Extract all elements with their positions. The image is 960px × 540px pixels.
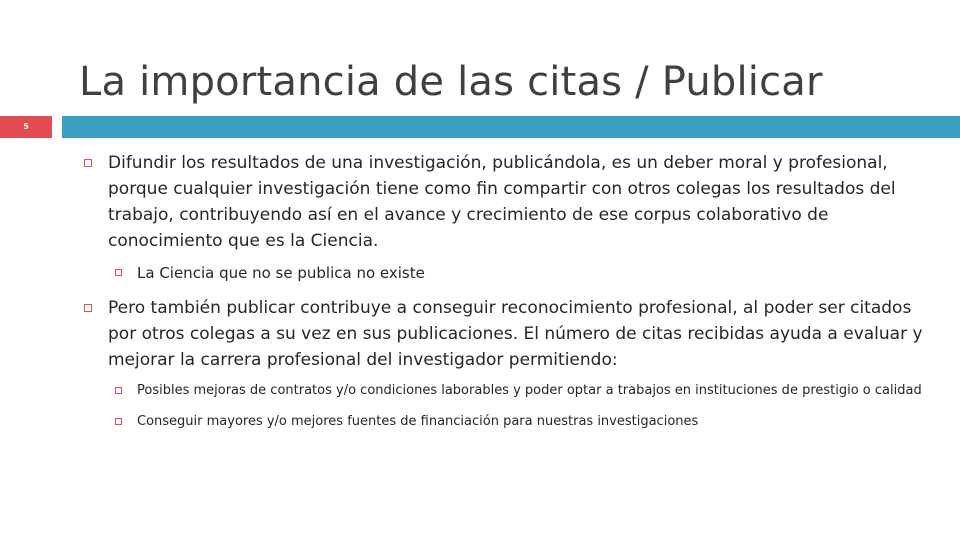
sub-bullet-item [70,380,940,402]
sub-bullet-item [70,411,940,433]
sub-bullet-text: La Ciencia que no se publica no existe [137,264,425,282]
title-underline-bar [62,116,960,138]
square-bullet-icon [84,159,92,167]
sub-bullet-text: Conseguir mayores y/o mejores fuentes de financiación para nuestras investigaciones [137,414,699,429]
square-bullet-icon [115,387,122,394]
sub-bullet-text: Posibles mejoras de contratos y/o condiciones laborables y poder optar a trabajos en instituciones de prestigio o calidad [137,383,922,398]
sub-bullet-item [70,262,940,284]
square-bullet-icon [84,304,92,312]
slide-title: La importancia de las citas / Publicar [79,59,823,105]
square-bullet-icon [115,418,122,425]
slide-content [70,150,940,433]
slide-number: 5 [23,122,29,131]
bullet-text: Difundir los resultados de una investigación, publicándola, es un deber moral y profesional, porque cualquier investigación tiene como fin compartir con otros colegas los resultados del trabajo, contribuyendo así en el avance y crecimiento de ese corpus colaborativo de conocimiento que es la Ciencia. [108,153,896,251]
bullet-text: Pero también publicar contribuye a conseguir reconocimiento profesional, al poder ser citados por otros colegas a su vez en sus publicaciones. El número de citas recibidas ayuda a evaluar y mejorar la carrera profesional del investigador permitiendo: [108,298,923,370]
bullet-item [70,150,940,254]
square-bullet-icon [115,269,122,276]
bullet-item [70,295,940,373]
